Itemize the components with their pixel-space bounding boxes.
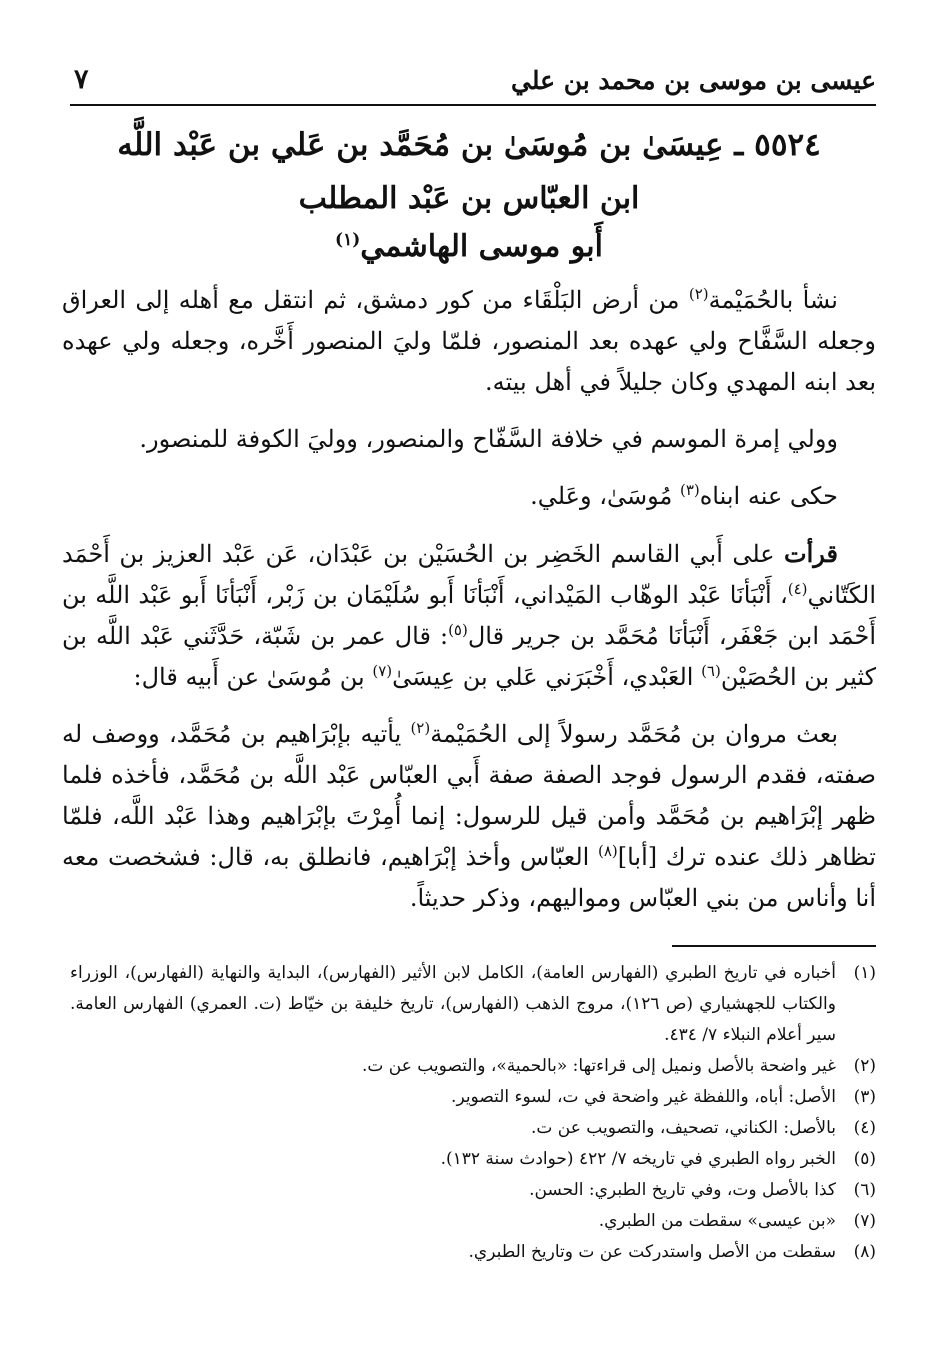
footnote-number: (٣)	[853, 1087, 876, 1107]
footnote	[70, 958, 876, 1051]
footnote-ref: (٦)	[701, 662, 721, 680]
text-run: بن مُوسَىٰ عن أَبيه قال:	[133, 663, 373, 691]
text-run: نشأ بالحُمَيْمة	[708, 286, 838, 314]
footnote-text: الخبر رواه الطبري في تاريخه ٧/ ٤٢٢ (حوادث سنة ١٣٢).	[440, 1149, 836, 1169]
paragraph-narrators	[62, 476, 876, 517]
footnotes	[70, 958, 876, 1268]
footnote-number: (٨)	[853, 1242, 876, 1262]
footnote-text: أخباره في تاريخ الطبري (الفهارس العامة)، الكامل لابن الأثير (الفهارس)، البداية والنهاية (الفهارس)، الوزراء والكتاب للجهشياري (ص ١٢٦)، مروج الذهب (الفهارس)، تاريخ خليفة بن خيّاط (ت. العمري) الفهارس العامة. سير أعلام النبلاء ٧/ ٤٣٤.	[70, 963, 836, 1045]
footnote-ref: (١)	[335, 230, 361, 250]
entry-title-line-1: ٥٥٢٤ ـ عِيسَىٰ بن مُوسَىٰ بن مُحَمَّد بن عَلي بن عَبْد اللَّه	[117, 127, 821, 163]
footnote-text: غير واضحة بالأصل ونميل إلى قراءتها: «بالحمية»، والتصويب عن ت.	[361, 1056, 836, 1076]
entry-heading	[60, 127, 878, 280]
text-run: على أَبي القاسم الخَضِر بن الحُسَيْن بن عَبْدَان، عَن عَبْد العزيز بن أَحْمَد الكَتّاني	[62, 540, 876, 609]
text-run: مُوسَىٰ، وعَلي.	[530, 482, 680, 510]
running-title: عيسى بن موسى بن محمد بن علي	[510, 66, 876, 95]
footnote	[70, 1206, 876, 1237]
footnote	[70, 1175, 876, 1206]
footnote-number: (٦)	[853, 1180, 876, 1200]
footnote-text: كذا بالأصل وت، وفي تاريخ الطبري: الحسن.	[529, 1180, 836, 1200]
footnote-ref: (٨)	[597, 842, 618, 860]
text-run: يأتيه بإبْرَاهيم بن مُحَمَّد، ووصف له صفته، فقدم الرسول فوجد الصفة صفة أَبي العبّاس عَبْد اللَّه بن مُحَمَّد، فأخذه فلما ظهر إبْرَاهيم بن مُحَمَّد وأمن قيل للرسول: إنما أُمِرْتَ بإبْرَاهيم وهذا عَبْد اللَّه، فلمّا تظاهر ذلك عنده ترك [أبا]	[62, 720, 876, 871]
footnote	[70, 1082, 876, 1113]
footnote-ref: (٥)	[448, 621, 468, 639]
footnote	[70, 1144, 876, 1175]
body-text	[62, 280, 876, 935]
text-run: : قال عمر بن شَبّة، حَدَّثَني عَبْد اللَّه بن كثير بن الحُصَيْن	[62, 622, 876, 691]
text-run: العَبْدي، أَخْبَرَني عَلي بن عِيسَىٰ	[392, 663, 702, 691]
paragraph-narrative	[62, 714, 876, 919]
entry-kunya: أَبو موسى الهاشمي	[360, 229, 603, 264]
footnote-ref: (٢)	[410, 719, 431, 737]
page-number: ٧	[74, 64, 89, 95]
text-run: بعث مروان بن مُحَمَّد رسولاً إلى الحُمَيْمة	[430, 720, 838, 748]
running-header	[70, 60, 876, 106]
footnote-separator	[672, 945, 876, 947]
footnote-ref: (٢)	[688, 285, 709, 303]
paragraph-offices: وولي إمرة الموسم في خلافة السَّفّاح والمنصور، ووليَ الكوفة للمنصور.	[139, 425, 838, 453]
text-run: من أرض البَلْقَاء من كور دمشق، ثم انتقل مع أهله إلى العراق وجعله السَّفَّاح ولي عهده بعد المنصور، فلمّا وليَ المنصور أَخَّره، وجعله ولي عهده بعد ابنه المهدي وكان جليلاً في أهل بيته.	[62, 286, 876, 396]
footnote-text: «بن عيسى» سقطت من الطبري.	[598, 1211, 836, 1231]
footnote	[70, 1237, 876, 1268]
text-run: العبّاس وأخذ إبْرَاهيم، فانطلق به، قال: فشخصت معه أنا وأناس من بني العبّاس ومواليهم، وذكر حديثاً.	[62, 843, 876, 912]
entry-title-line-3	[60, 229, 878, 280]
footnote-number: (١)	[853, 963, 876, 983]
footnote-number: (٧)	[853, 1211, 876, 1231]
entry-title-line-2: ابن العبّاس بن عَبْد المطلب	[298, 181, 640, 216]
footnote-number: (٤)	[853, 1118, 876, 1138]
text-run: ، أَنْبَأنَا عَبْد الوهّاب المَيْداني، أَنْبَأنَا أَبو سُلَيْمَان بن زَبْر، أَنْبَأنَا أَبو عَبْد اللَّه بن أَحْمَد ابن جَعْفَر، أَنْبَأنَا مُحَمَّد بن جرير قال	[62, 581, 876, 650]
footnote	[70, 1051, 876, 1082]
lead-word: قرأت	[784, 539, 838, 568]
footnote-ref: (٧)	[372, 662, 393, 680]
footnote-text: الأصل: أباه، واللفظة غير واضحة في ت، لسوء التصوير.	[451, 1087, 836, 1107]
footnote-ref: (٤)	[787, 580, 808, 598]
text-run: حكى عنه ابناه	[699, 482, 838, 510]
paragraph-isnad	[62, 533, 876, 698]
footnote-text: سقطت من الأصل واستدركت عن ت وتاريخ الطبري.	[468, 1242, 836, 1262]
footnote-number: (٢)	[853, 1056, 876, 1076]
footnote-text: بالأصل: الكناني، تصحيف، والتصويب عن ت.	[531, 1118, 836, 1138]
paragraph-biography	[62, 280, 876, 403]
footnote	[70, 1113, 876, 1144]
footnote-ref: (٣)	[679, 481, 700, 499]
footnote-number: (٥)	[853, 1149, 876, 1169]
